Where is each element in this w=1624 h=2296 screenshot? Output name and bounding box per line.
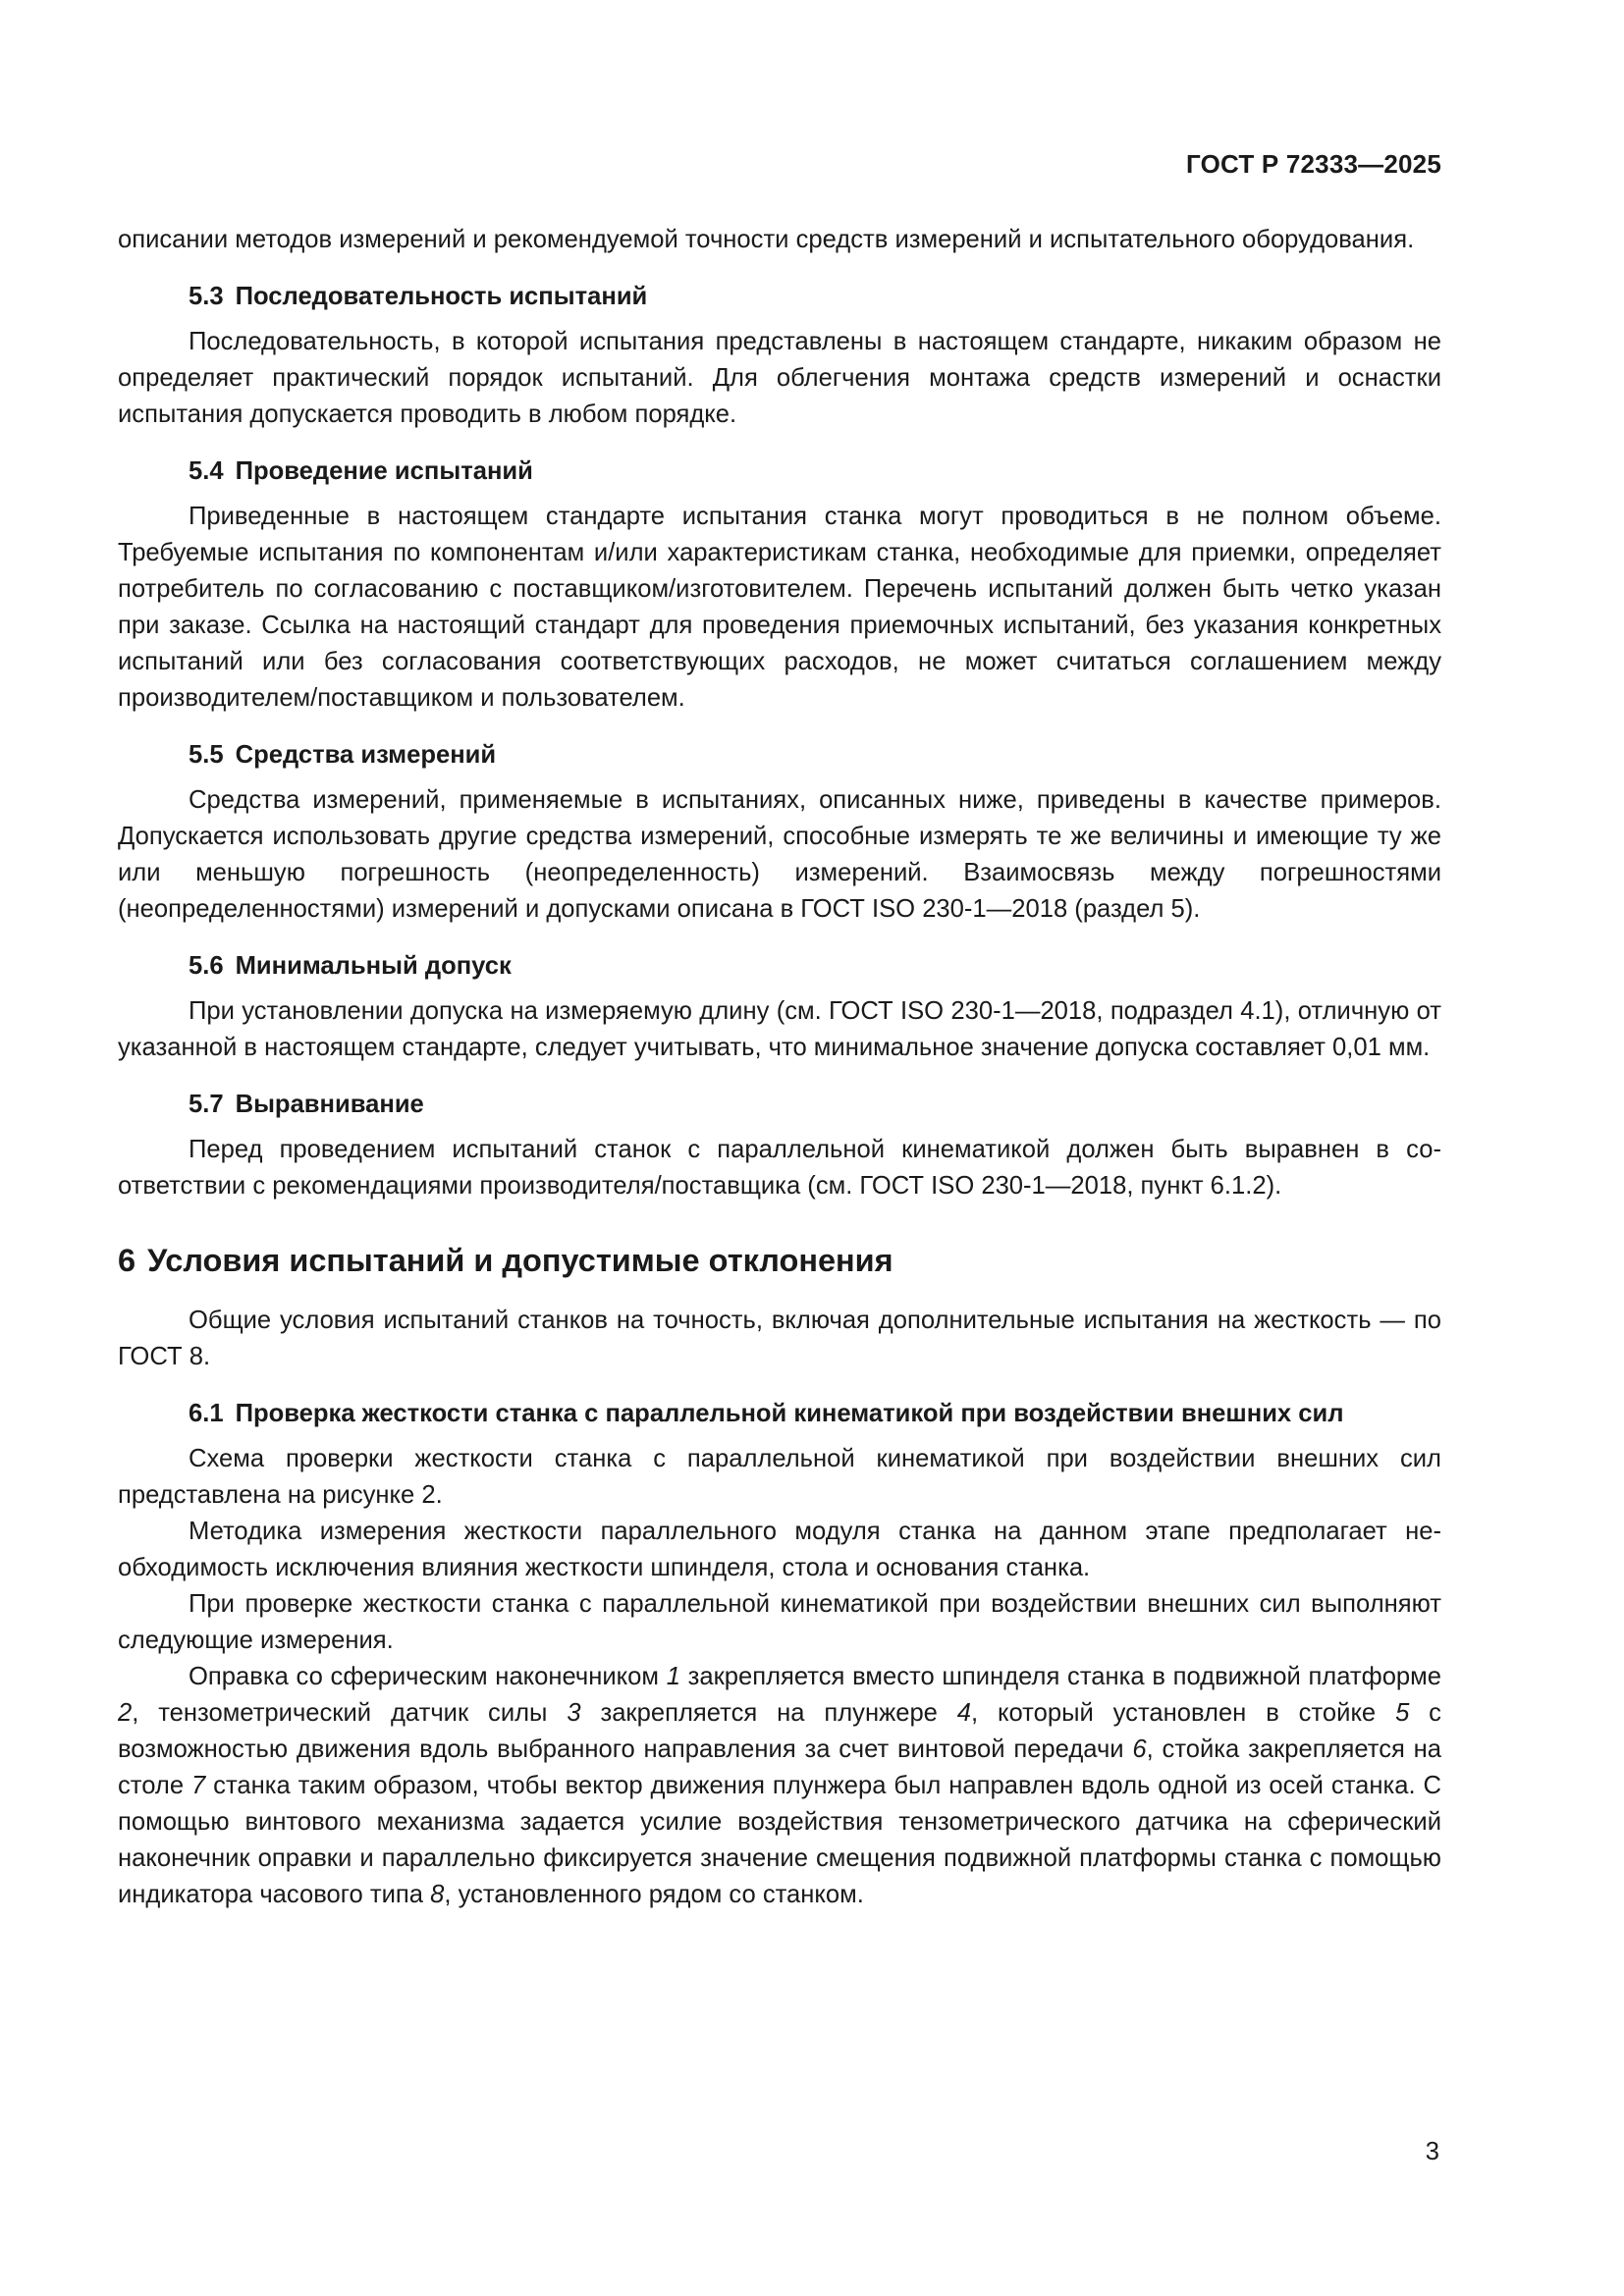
- paragraph-5-6: При установлении допуска на измеряемую длину (см. ГОСТ ISO 230-1—2018, подраздел 4.1), отличную от указанной в настоящем стандарте, следует учитывать, что минимальное значение допуска составляет 0,01 мм.: [118, 997, 1441, 1061]
- section-6-heading: [118, 1239, 1441, 1282]
- heading-number: 5.7: [189, 1091, 224, 1118]
- paragraph-continuation: описании методов измерений и рекомендуемой точности средств измерений и испытательного оборудования.: [118, 226, 1415, 253]
- heading-title: Выравнивание: [235, 1091, 424, 1118]
- paragraph-6: Общие условия испытаний станков на точность, включая дополнительные испытания на жесткость — по ГОСТ 8.: [118, 1307, 1441, 1370]
- heading-title: Минимальный допуск: [235, 952, 512, 980]
- heading-number: 5.5: [189, 741, 224, 769]
- item-ref: 7: [191, 1772, 206, 1799]
- text-run: , стойка закрепляется на столе: [118, 1735, 1442, 1799]
- paragraph-5-5: Средства измерений, применяемые в испытаниях, описанных ниже, приведены в качестве примеров. Допускается использовать другие средства измерений, способные измерять те же величины и имеющие ту же или меньшую погрешность (неопределенность) измерений. Взаимосвязь между погрешностями (неопределенностями) измерений и допусками описана в ГОСТ ISO 230-1—2018 (раздел 5).: [118, 786, 1441, 923]
- text-run: , тензометрический датчик силы: [132, 1699, 568, 1727]
- text-run: закрепляется на плунжере: [580, 1699, 957, 1727]
- section-number: 6: [118, 1243, 136, 1278]
- paragraph-6-1-c: При проверке жесткости станка с параллельной кинематикой при воздействии внешних сил выполняют следующие измерения.: [118, 1590, 1441, 1654]
- text-run: закрепляется вместо шпинделя станка в подвижной платформе: [679, 1663, 1441, 1690]
- item-ref: 2: [118, 1699, 133, 1727]
- heading-number: 5.3: [189, 283, 224, 310]
- heading-5-7: [118, 1087, 1441, 1123]
- paragraph-5-7: Перед проведением испытаний станок с параллельной кинематикой должен быть выравнен в соответствии с рекомендациями производителя/поставщика (см. ГОСТ ISO 230-1—2018, пункт 6.1.2).: [118, 1136, 1441, 1200]
- text-run: , который установлен в стойке: [971, 1699, 1396, 1727]
- text-run: станка таким образом, чтобы вектор движения плунжера был направлен вдоль одной из осей станка. С помощью винтового механизма задается усилие воздействия тензометрического датчика на сферический наконечник оправки и параллельно фиксируется значение смещения подвижной платформы станка с помощью индикатора часового типа: [118, 1772, 1441, 1908]
- paragraph-6-1-d: [118, 1659, 1441, 1913]
- item-ref: 6: [1132, 1735, 1147, 1763]
- text-run: с возможностью движения вдоль выбранного направления за счет винтовой передачи: [118, 1699, 1441, 1763]
- item-ref: 4: [956, 1699, 972, 1727]
- item-ref: 1: [666, 1663, 680, 1690]
- page-number: 3: [1425, 2138, 1439, 2165]
- heading-number: 5.4: [189, 457, 224, 485]
- section-title: Условия испытаний и допустимые отклонения: [147, 1243, 893, 1278]
- heading-5-5: [118, 737, 1441, 774]
- item-ref: 5: [1395, 1699, 1410, 1727]
- heading-title: Средства измерений: [235, 741, 497, 769]
- heading-6-1: [118, 1396, 1441, 1432]
- paragraph-6-1-b: Методика измерения жесткости параллельного модуля станка на данном этапе предполагает необходимость исключения влияния жесткости шпинделя, стола и основания станка.: [118, 1518, 1441, 1581]
- paragraph-6-1-a: Схема проверки жесткости станка с параллельной кинематикой при воздействии внешних сил представлена на рисунке 2.: [118, 1445, 1441, 1509]
- heading-5-3: [118, 279, 1441, 315]
- heading-title: Последовательность испытаний: [235, 283, 648, 310]
- text-run: , установленного рядом со станком.: [444, 1881, 864, 1908]
- heading-number: 5.6: [189, 952, 224, 980]
- standard-code: ГОСТ Р 72333—2025: [1186, 149, 1441, 179]
- text-run: Оправка со сферическим наконечником: [189, 1663, 667, 1690]
- heading-number: 6.1: [189, 1400, 224, 1427]
- page-content: [118, 222, 1441, 1913]
- paragraph-5-4: Приведенные в настоящем стандарте испытания станка могут проводиться в не полном объеме. Требуемые испытания по компонентам и/или характеристикам станка, необходимые для приемки, определяет потребитель по согласованию с поставщиком/изготовителем. Перечень испытаний должен быть четко указан при заказе. Ссылка на настоящий стандарт для проведения приемочных испытаний, без указания конкретных испытаний или без согласования соответствующих расходов, не может считаться соглашением между производителем/поставщиком и пользователем.: [118, 503, 1441, 712]
- heading-title: Проведение испытаний: [235, 457, 533, 485]
- heading-5-4: [118, 454, 1441, 490]
- item-ref: 8: [430, 1881, 445, 1908]
- item-ref: 3: [567, 1699, 581, 1727]
- heading-5-6: [118, 948, 1441, 985]
- heading-title: Проверка жесткости станка с параллельной кинематикой при воздействии внешних сил: [235, 1400, 1344, 1427]
- paragraph-5-3: Последовательность, в которой испытания представлены в настоящем стандарте, никаким образом не определяет практический порядок испытаний. Для облегчения монтажа средств измерений и оснастки испытания допускается проводить в любом порядке.: [118, 328, 1441, 428]
